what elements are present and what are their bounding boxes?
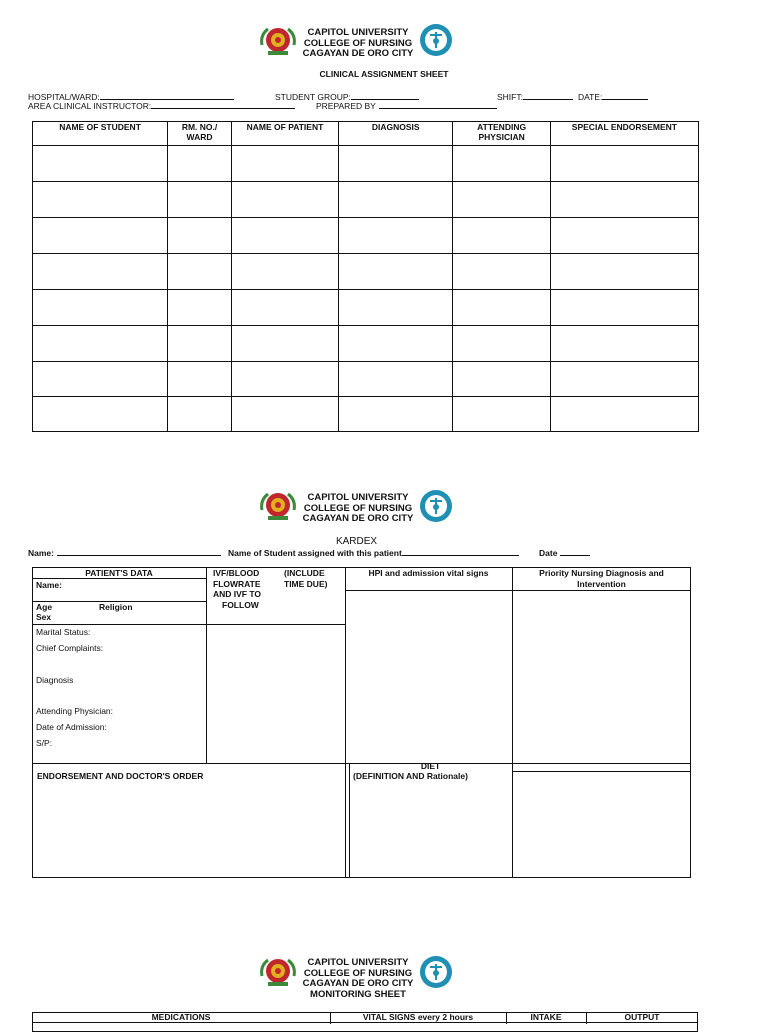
col-name-of-student: NAME OF STUDENT — [33, 122, 168, 146]
college-name: COLLEGE OF NURSING — [303, 502, 413, 514]
patients-data-header: PATIENT'S DATA — [85, 568, 153, 578]
priority-nursing-header: Priority Nursing Diagnosis and Intervention — [539, 568, 664, 589]
student-group-field[interactable]: STUDENT GROUP: — [275, 91, 419, 102]
city-name: CAGAYAN DE ORO CITY — [302, 48, 414, 59]
include-time-due: (INCLUDE TIME DUE) — [284, 568, 328, 589]
col-output: OUTPUT — [624, 1012, 660, 1022]
patient-name-label[interactable]: Name: — [36, 580, 62, 590]
col-attending-physician: ATTENDING PHYSICIAN — [453, 122, 550, 146]
date-of-admission-label[interactable]: Date of Admission: — [36, 722, 107, 732]
diagnosis-label[interactable]: Diagnosis — [36, 675, 74, 685]
clinical-assignment-title: CLINICAL ASSIGNMENT SHEET — [319, 69, 449, 79]
col-special-endorsement: SPECIAL ENDORSEMENT — [550, 122, 698, 146]
capitol-university-seal — [258, 954, 298, 995]
capitol-university-seal — [258, 488, 298, 529]
marital-status-label[interactable]: Marital Status: — [36, 627, 91, 637]
diet-header: DIET — [420, 761, 441, 771]
hospital-ward-field[interactable]: HOSPITAL/WARD: — [28, 91, 234, 102]
col-intake: INTAKE — [530, 1012, 562, 1022]
prepared-by-field[interactable]: PREPARED BY — [316, 100, 497, 111]
col-vital-signs: VITAL SIGNS every 2 hours — [362, 1012, 474, 1022]
kardex-student-field[interactable]: Name of Student assigned with this patient — [228, 547, 519, 558]
kardex-name-field[interactable]: Name: — [28, 547, 221, 558]
table-row[interactable] — [33, 146, 699, 182]
chief-complaints-label[interactable]: Chief Complaints: — [36, 643, 104, 653]
patient-age-label[interactable]: Age — [36, 602, 53, 612]
ivf-header: IVF/BLOOD FLOWRATE AND IVF TO FOLLOW — [213, 568, 262, 610]
kardex-date-field[interactable]: Date — [539, 547, 590, 558]
table-row[interactable] — [33, 218, 699, 254]
endorsement-header: ENDORSEMENT AND DOCTOR'S ORDER — [37, 771, 204, 781]
table-row[interactable] — [33, 254, 699, 290]
col-medications: MEDICATIONS — [151, 1012, 211, 1022]
diet-subheader: (DEFINITION AND Rationale) — [353, 771, 468, 781]
table-row[interactable] — [33, 397, 699, 432]
shift-field[interactable]: SHIFT: — [497, 91, 573, 102]
college-name: COLLEGE OF NURSING — [303, 967, 413, 979]
college-of-nursing-seal — [418, 488, 454, 529]
table-row[interactable] — [33, 362, 699, 397]
table-row[interactable] — [33, 182, 699, 218]
university-name: CAPITOL UNIVERSITY — [307, 492, 409, 503]
kardex-grid — [32, 567, 691, 878]
city-name: CAGAYAN DE ORO CITY — [302, 513, 414, 524]
assignment-table — [32, 121, 699, 432]
monitoring-sheet-title: MONITORING SHEET — [310, 988, 406, 1000]
patient-religion-label[interactable]: Religion — [99, 602, 133, 612]
patient-sex-label[interactable]: Sex — [36, 612, 52, 622]
sp-label[interactable]: S/P: — [36, 738, 53, 748]
capitol-university-seal — [258, 23, 298, 64]
college-of-nursing-seal — [418, 22, 454, 63]
attending-physician-label[interactable]: Attending Physician: — [36, 706, 114, 716]
area-instructor-field[interactable]: AREA CLINICAL INSTRUCTOR: — [28, 100, 295, 111]
col-room-ward: RM. NO./ WARD — [168, 122, 232, 146]
col-name-of-patient: NAME OF PATIENT — [231, 122, 338, 146]
table-row[interactable] — [33, 290, 699, 326]
university-name: CAPITOL UNIVERSITY — [307, 27, 409, 38]
kardex-title: KARDEX — [335, 536, 378, 547]
table-row[interactable] — [33, 326, 699, 362]
city-name: CAGAYAN DE ORO CITY — [302, 978, 414, 989]
col-diagnosis: DIAGNOSIS — [338, 122, 452, 146]
date-field[interactable]: DATE: — [578, 91, 648, 102]
university-name: CAPITOL UNIVERSITY — [307, 957, 409, 968]
hpi-header: HPI and admission vital signs — [368, 568, 489, 578]
college-name: COLLEGE OF NURSING — [303, 37, 413, 49]
college-of-nursing-seal — [418, 954, 454, 995]
